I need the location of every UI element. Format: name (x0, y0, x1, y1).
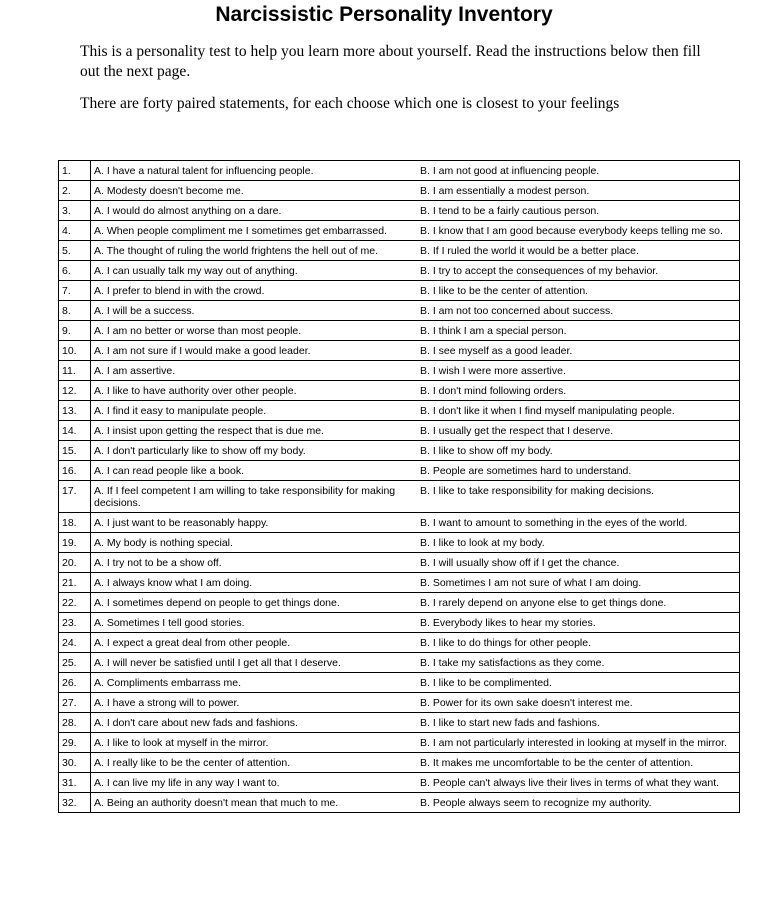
option-a: A. Compliments embarrass me. (91, 673, 418, 693)
table-row (59, 241, 740, 261)
intro-paragraph-2: There are forty paired statements, for each choose which one is closest to your feelings (80, 95, 620, 112)
option-b: B. I think I am a special person. (417, 321, 740, 341)
option-b: B. Power for its own sake doesn't interest me. (417, 693, 740, 713)
option-b: B. I like to look at my body. (417, 533, 740, 553)
item-number: 9. (59, 321, 91, 341)
table-row (59, 441, 740, 461)
option-a: A. I will never be satisfied until I get all that I deserve. (91, 653, 418, 673)
option-b: B. I like to start new fads and fashions. (417, 713, 740, 733)
option-a: A. I would do almost anything on a dare. (91, 201, 418, 221)
table-row (59, 481, 740, 513)
option-b: B. I rarely depend on anyone else to get things done. (417, 593, 740, 613)
item-number: 25. (59, 653, 91, 673)
inventory-table-body (59, 161, 740, 813)
option-a: A. I will be a success. (91, 301, 418, 321)
option-a: A. The thought of ruling the world frightens the hell out of me. (91, 241, 418, 261)
option-a: A. My body is nothing special. (91, 533, 418, 553)
option-b: B. I wish I were more assertive. (417, 361, 740, 381)
table-row (59, 633, 740, 653)
item-number: 27. (59, 693, 91, 713)
option-a: A. I insist upon getting the respect that is due me. (91, 421, 418, 441)
table-row (59, 533, 740, 553)
option-b: B. Everybody likes to hear my stories. (417, 613, 740, 633)
table-row (59, 421, 740, 441)
item-number: 28. (59, 713, 91, 733)
table-row (59, 321, 740, 341)
option-b: B. I like to be complimented. (417, 673, 740, 693)
item-number: 24. (59, 633, 91, 653)
table-row (59, 693, 740, 713)
option-b: B. I don't like it when I find myself manipulating people. (417, 401, 740, 421)
table-row (59, 653, 740, 673)
option-a: A. I am no better or worse than most people. (91, 321, 418, 341)
option-a: A. I really like to be the center of attention. (91, 753, 418, 773)
table-row (59, 221, 740, 241)
option-a: A. If I feel competent I am willing to take responsibility for making decisions. (91, 481, 418, 513)
table-row (59, 553, 740, 573)
intro-text (80, 42, 720, 114)
table-row (59, 673, 740, 693)
table-row (59, 281, 740, 301)
item-number: 10. (59, 341, 91, 361)
option-a: A. Modesty doesn't become me. (91, 181, 418, 201)
item-number: 17. (59, 481, 91, 513)
option-a: A. I find it easy to manipulate people. (91, 401, 418, 421)
option-b: B. I see myself as a good leader. (417, 341, 740, 361)
option-a: A. Being an authority doesn't mean that much to me. (91, 793, 418, 813)
option-b: B. People are sometimes hard to understand. (417, 461, 740, 481)
table-row (59, 613, 740, 633)
option-a: A. I like to have authority over other people. (91, 381, 418, 401)
item-number: 1. (59, 161, 91, 181)
table-row (59, 593, 740, 613)
option-b: B. I usually get the respect that I deserve. (417, 421, 740, 441)
option-b: B. I try to accept the consequences of my behavior. (417, 261, 740, 281)
intro-paragraph-1: This is a personality test to help you learn more about yourself. Read the instructions below then fill out the next page. (80, 43, 701, 80)
option-b: B. I tend to be a fairly cautious person. (417, 201, 740, 221)
item-number: 2. (59, 181, 91, 201)
option-a: A. I have a natural talent for influencing people. (91, 161, 418, 181)
option-b: B. I don't mind following orders. (417, 381, 740, 401)
option-b: B. I am essentially a modest person. (417, 181, 740, 201)
option-a: A. When people compliment me I sometimes get embarrassed. (91, 221, 418, 241)
table-row (59, 773, 740, 793)
option-b: B. People always seem to recognize my authority. (417, 793, 740, 813)
item-number: 11. (59, 361, 91, 381)
item-number: 30. (59, 753, 91, 773)
option-a: A. I have a strong will to power. (91, 693, 418, 713)
item-number: 4. (59, 221, 91, 241)
item-number: 21. (59, 573, 91, 593)
option-a: A. I can usually talk my way out of anything. (91, 261, 418, 281)
item-number: 31. (59, 773, 91, 793)
table-row (59, 181, 740, 201)
item-number: 5. (59, 241, 91, 261)
table-row (59, 793, 740, 813)
option-a: A. I always know what I am doing. (91, 573, 418, 593)
item-number: 22. (59, 593, 91, 613)
table-row (59, 401, 740, 421)
option-a: A. I am not sure if I would make a good leader. (91, 341, 418, 361)
item-number: 7. (59, 281, 91, 301)
option-a: A. I prefer to blend in with the crowd. (91, 281, 418, 301)
option-a: A. I expect a great deal from other people. (91, 633, 418, 653)
item-number: 19. (59, 533, 91, 553)
table-row (59, 753, 740, 773)
option-b: B. I want to amount to something in the eyes of the world. (417, 513, 740, 533)
item-number: 16. (59, 461, 91, 481)
option-a: A. I just want to be reasonably happy. (91, 513, 418, 533)
table-row (59, 341, 740, 361)
option-b: B. I am not particularly interested in looking at myself in the mirror. (417, 733, 740, 753)
table-row (59, 161, 740, 181)
option-b: B. If I ruled the world it would be a better place. (417, 241, 740, 261)
item-number: 32. (59, 793, 91, 813)
item-number: 15. (59, 441, 91, 461)
item-number: 6. (59, 261, 91, 281)
option-b: B. It makes me uncomfortable to be the center of attention. (417, 753, 740, 773)
item-number: 13. (59, 401, 91, 421)
table-row (59, 361, 740, 381)
item-number: 3. (59, 201, 91, 221)
option-b: B. I like to show off my body. (417, 441, 740, 461)
table-row (59, 513, 740, 533)
option-b: B. I like to do things for other people. (417, 633, 740, 653)
item-number: 18. (59, 513, 91, 533)
item-number: 20. (59, 553, 91, 573)
table-row (59, 301, 740, 321)
table-row (59, 201, 740, 221)
table-row (59, 573, 740, 593)
item-number: 23. (59, 613, 91, 633)
option-a: A. I don't care about new fads and fashions. (91, 713, 418, 733)
option-b: B. I am not too concerned about success. (417, 301, 740, 321)
option-b: B. People can't always live their lives in terms of what they want. (417, 773, 740, 793)
option-a: A. I can read people like a book. (91, 461, 418, 481)
table-row (59, 713, 740, 733)
inventory-table (58, 160, 740, 813)
option-a: A. Sometimes I tell good stories. (91, 613, 418, 633)
option-b: B. Sometimes I am not sure of what I am doing. (417, 573, 740, 593)
option-b: B. I am not good at influencing people. (417, 161, 740, 181)
table-row (59, 461, 740, 481)
option-a: A. I like to look at myself in the mirror. (91, 733, 418, 753)
item-number: 14. (59, 421, 91, 441)
option-a: A. I don't particularly like to show off my body. (91, 441, 418, 461)
page-title: Narcissistic Personality Inventory (215, 3, 553, 26)
item-number: 29. (59, 733, 91, 753)
table-row (59, 733, 740, 753)
item-number: 26. (59, 673, 91, 693)
option-a: A. I sometimes depend on people to get things done. (91, 593, 418, 613)
item-number: 8. (59, 301, 91, 321)
option-b: B. I like to take responsibility for making decisions. (417, 481, 740, 513)
option-a: A. I can live my life in any way I want to. (91, 773, 418, 793)
option-a: A. I try not to be a show off. (91, 553, 418, 573)
item-number: 12. (59, 381, 91, 401)
option-b: B. I like to be the center of attention. (417, 281, 740, 301)
option-b: B. I know that I am good because everybody keeps telling me so. (417, 221, 740, 241)
table-row (59, 381, 740, 401)
table-row (59, 261, 740, 281)
option-b: B. I will usually show off if I get the chance. (417, 553, 740, 573)
option-a: A. I am assertive. (91, 361, 418, 381)
option-b: B. I take my satisfactions as they come. (417, 653, 740, 673)
